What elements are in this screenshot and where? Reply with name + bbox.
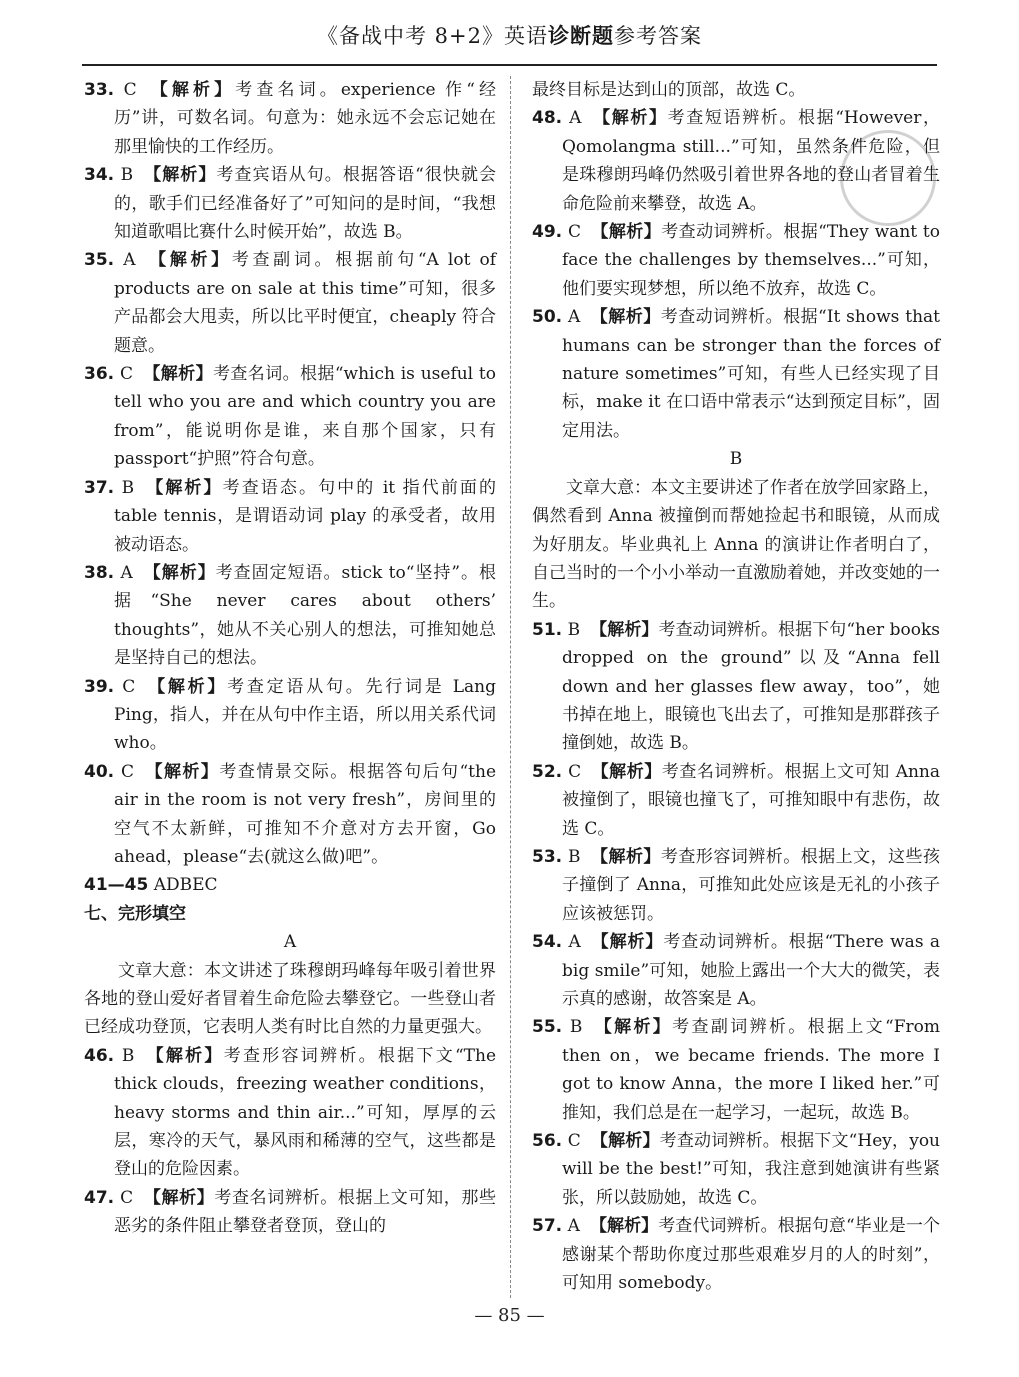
item-number: 39. — [84, 676, 115, 697]
item-number: 57. — [532, 1216, 563, 1237]
answer-item — [532, 1212, 940, 1297]
item-answer: B — [567, 619, 581, 640]
analysis-tag: 【解析】 — [144, 1045, 224, 1066]
answer-item — [532, 928, 940, 1013]
answer-item — [532, 1127, 940, 1212]
item-number: 52. — [532, 761, 563, 782]
item-answer: A — [569, 108, 582, 129]
left-column — [84, 76, 496, 1241]
answer-item — [532, 303, 940, 445]
item-answer: C — [567, 222, 581, 243]
section-title: 七、完形填空 — [84, 903, 186, 924]
item-number: 53. — [532, 846, 563, 867]
passage-summary-a: 文章大意：本文讲述了珠穆朗玛峰每年吸引着世界各地的登山爱好者冒着生命危险去攀登它。一些登山者已经成功登顶，它表明人类有时比自然的力量更强大。 — [84, 960, 496, 1038]
item-number: 37. — [84, 477, 115, 498]
continuation-text: 最终目标是达到山的顶部，故选 C。 — [532, 80, 806, 100]
item-explanation: 考查副词。根据前句“A lot of products are on sale at this time”可知，很多产品都会大甩卖，所以比平时便宜，cheaply 符合题意。 — [114, 250, 497, 356]
item-number: 54. — [532, 932, 563, 953]
analysis-tag: 【解析】 — [590, 932, 664, 953]
analysis-tag: 【解析】 — [142, 562, 216, 583]
answer-item — [84, 673, 496, 758]
answer-item — [532, 1013, 940, 1127]
item-number: 36. — [84, 364, 115, 385]
item-number: 50. — [532, 307, 563, 328]
item-answer: C — [119, 364, 133, 385]
analysis-tag: 【解析】 — [590, 1131, 660, 1152]
answer-item — [84, 161, 496, 246]
item-explanation: 考查动词辨析。根据下句“her books dropped on the ground”以及“Anna fell down and her glasses flew away，too”，她书掉在地上，眼镜也飞出去了，可推知是那群孩子撞倒她，故选 B。 — [562, 619, 941, 754]
analysis-tag: 【解析】 — [143, 165, 217, 186]
header-title-bold: 诊断题 — [548, 23, 614, 48]
analysis-tag: 【解析】 — [591, 761, 662, 782]
item-number: 38. — [84, 562, 115, 583]
item-number: 49. — [532, 222, 563, 243]
analysis-tag: 【解析】 — [146, 80, 236, 100]
item-answer: B — [121, 477, 135, 498]
item-number: 47. — [84, 1187, 115, 1208]
item-explanation: 考查形容词辨析。根据上文，这些孩子撞倒了 Anna，可推知此处应该是无礼的小孩子应该被惩罚。 — [562, 846, 941, 924]
item-number: 48. — [532, 108, 563, 129]
item-number: 56. — [532, 1131, 563, 1152]
item-answer: A — [567, 1216, 580, 1237]
item-explanation: 考查代词辨析。根据句意“毕业是一个感谢某个帮助你度过那些艰难岁月的人的时刻”，可知用 somebody。 — [562, 1216, 941, 1294]
analysis-tag: 【解析】 — [590, 307, 661, 328]
item-number: 35. — [84, 250, 115, 271]
passage-letter-b: B — [729, 449, 743, 470]
item-explanation: 考查名词。根据“which is useful to tell who you are and which country you are from”，能说明你是谁，来自那个国家，只有 passport“护照”符合句意。 — [114, 364, 496, 470]
item-answer: C — [123, 80, 137, 100]
item-answer: A — [568, 307, 581, 328]
passage-summary-b: 文章大意：本文主要讲述了作者在放学回家路上，偶然看到 Anna 被撞倒而帮她捡起书和眼镜，从而成为好朋友。毕业典礼上 Anna 的演讲让作者明白了，自己当时的一个小小举动一直激励着她，并改变她的一生。 — [532, 477, 940, 612]
item-answer: C — [120, 1187, 134, 1208]
item-explanation: 考查动词辨析。根据“It shows that humans can be stronger than the forces of nature sometimes”可知，有些人已经实现了目标，make it 在口语中常表示“达到预定目标”，固定用法。 — [562, 307, 941, 441]
range-answer — [84, 871, 496, 899]
item-explanation: 考查定语从句。先行词是 Lang Ping，指人，并在从句中作主语，所以用关系代词 who。 — [114, 676, 496, 754]
item-explanation: 考查名词。experience 作“经历”讲，可数名词。句意为：她永远不会忘记她在那里愉快的工作经历。 — [114, 80, 497, 157]
item-number: 51. — [532, 619, 563, 640]
header-title-pre: 《备战中考 8+2》英语 — [317, 24, 548, 48]
range-label: 41—45 — [84, 875, 149, 896]
analysis-tag: 【解析】 — [142, 364, 213, 385]
item-explanation: 考查动词辨析。根据“There was a big smile”可知，她脸上露出一个大大的微笑，表示真的感谢，故答案是 A。 — [562, 932, 940, 1009]
item-answer: C — [568, 761, 582, 782]
answer-item — [532, 104, 940, 218]
answer-item — [84, 76, 496, 161]
header-title-post: 参考答案 — [614, 24, 702, 48]
item-answer: C — [122, 676, 136, 697]
answer-item — [532, 843, 940, 928]
answer-item — [532, 758, 940, 843]
analysis-tag: 【解析】 — [589, 1216, 659, 1237]
answer-item — [84, 360, 496, 474]
answer-item — [532, 218, 940, 303]
item-number: 34. — [84, 165, 115, 186]
analysis-tag: 【解析】 — [591, 108, 668, 129]
item-explanation: 考查情景交际。根据答句后句“the air in the room is not very fresh”，房间里的空气不太新鲜，可推知不介意对方去开窗，Go ahead，please“去(就这么做)吧”。 — [114, 761, 497, 867]
analysis-tag: 【解析】 — [145, 250, 232, 271]
item-explanation: 考查固定短语。stick to“坚持”。根据“She never cares about others’ thoughts”，她从不关心别人的想法，可推知她总是坚持自己的想法。 — [114, 562, 497, 669]
analysis-tag: 【解析】 — [590, 222, 662, 243]
analysis-tag: 【解析】 — [143, 1187, 215, 1208]
item-explanation: 考查短语辨析。根据“However，Qomolangma still...”可知，虽然条件危险，但是珠穆朗玛峰仍然吸引着世界各地的登山者冒着生命危险前来攀登，故选 A。 — [562, 108, 941, 214]
column-divider — [510, 76, 511, 1298]
item-answer: B — [121, 1045, 135, 1066]
item-explanation: 考查动词辨析。根据“They want to face the challenges by themselves...”可知，他们要实现梦想，所以绝不放弃，故选 C。 — [562, 222, 941, 299]
item-answer: A — [568, 932, 581, 953]
answer-item — [84, 559, 496, 673]
item-explanation: 考查宾语从句。根据答语“很快就会的，歌手们已经准备好了”可知问的是时间，“我想知道歌唱比赛什么时候开始”，故选 B。 — [114, 165, 497, 243]
analysis-tag: 【解析】 — [590, 619, 659, 640]
analysis-tag: 【解析】 — [144, 477, 223, 498]
item-answer: B — [120, 165, 134, 186]
answer-item — [84, 758, 496, 872]
analysis-tag: 【解析】 — [145, 676, 228, 697]
page-header — [82, 8, 937, 66]
item-number: 55. — [532, 1017, 563, 1038]
answer-item — [532, 616, 940, 758]
item-answer: C — [121, 761, 135, 782]
item-explanation: 考查语态。句中的 it 指代前面的 table tennis，是谓语动词 play 的承受者，故用被动语态。 — [114, 477, 497, 555]
analysis-tag: 【解析】 — [144, 761, 220, 782]
answer-item — [84, 1184, 496, 1241]
item-explanation: 考查名词辨析。根据上文可知 Anna 被撞倒了，眼镜也撞飞了，可推知眼中有悲伤，故选 C。 — [562, 761, 941, 839]
item-answer: B — [568, 846, 581, 867]
item-answer: A — [120, 562, 133, 583]
answer-item — [84, 474, 496, 559]
item-explanation: 考查名词辨析。根据上文可知，那些恶劣的条件阻止攀登者登顶，登山的 — [114, 1187, 496, 1237]
answer-item — [84, 1042, 496, 1184]
item-answer: B — [569, 1017, 583, 1038]
item-number: 46. — [84, 1045, 115, 1066]
analysis-tag: 【解析】 — [590, 846, 661, 867]
range-answers: ADBEC — [153, 875, 218, 896]
item-explanation: 考查形容词辨析。根据下文“The thick clouds，freezing weather conditions，heavy storms and thin air...”可知，厚厚的云层，寒冷的天气，暴风雨和稀薄的空气，这些都是登山的危险因素。 — [114, 1045, 497, 1180]
item-explanation: 考查动词辨析。根据下文“Hey，you will be the best!”可知，我注意到她演讲有些紧张，所以鼓励她，故选 C。 — [562, 1131, 941, 1208]
item-number: 40. — [84, 761, 115, 782]
item-explanation: 考查副词辨析。根据上文“From then on，we became friends. The more I got to know Anna，the more I liked her.”可推知，我们总是在一起学习，一起玩，故选 B。 — [562, 1017, 941, 1123]
right-column — [532, 76, 940, 1297]
item-number: 33. — [84, 80, 115, 100]
analysis-tag: 【解析】 — [592, 1017, 673, 1038]
item-answer: C — [567, 1131, 581, 1152]
item-answer: A — [123, 250, 136, 271]
answer-item — [84, 246, 496, 360]
page-number: — 85 — — [474, 1305, 545, 1326]
passage-letter-a: A — [283, 932, 297, 953]
